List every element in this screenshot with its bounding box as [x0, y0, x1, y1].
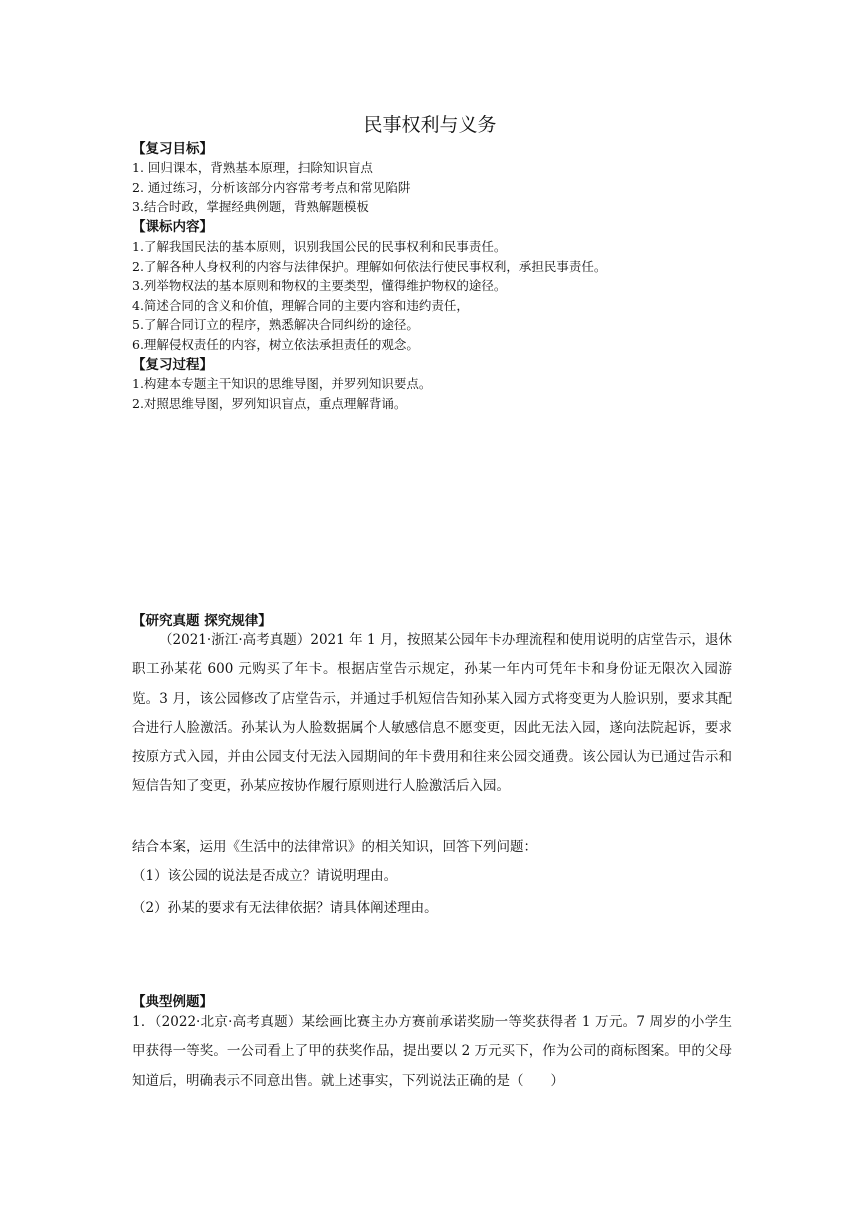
list-item: 1.构建本专题主干知识的思维导图，并罗列知识要点。	[132, 376, 432, 391]
examples-heading: 【典型例题】	[132, 994, 213, 1010]
review-goals-heading: 【复习目标】	[132, 141, 213, 157]
list-item: 5.了解合同订立的程序，熟悉解决合同纠纷的途径。	[132, 317, 419, 333]
case-paragraph: （2021·浙江·高考真题）2021 年 1 月，按照某公园年卡办理流程和使用说明的店堂告示，退休职工孙某花 600 元购买了年卡。根据店堂告示规定，孙某一年内可凭年卡和身份证无限次入园游览。3 月，该公园修改了店堂告示，并通过手机短信告知孙某入园方式将变更为人脸识别，要求其配合进行人脸激活。孙某认为人脸数据属个人敏感信息不愿变更，因此无法入园，遂向法院起诉，要求按原方式入园，并由公园支付无法入园期间的年卡费用和往来公园交通费。该公园认为已通过告示和短信告知了变更，孙某应按协作履行原则进行人脸激活后入园。	[132, 632, 732, 795]
curriculum-heading: 【课标内容】	[132, 219, 213, 235]
page-title: 民事权利与义务	[363, 114, 497, 136]
list-item: 2.了解各种人身权利的内容与法律保护。理解如何依法行使民事权利，承担民事责任。	[132, 258, 607, 274]
curriculum-list	[132, 237, 752, 355]
list-item: 2.对照思维导图，罗列知识盲点，重点理解背诵。	[132, 395, 407, 411]
process-heading: 【复习过程】	[132, 357, 213, 373]
list-item: 3.列举物权法的基本原则和物权的主要类型，懂得维护物权的途径。	[132, 278, 507, 294]
case-instruction: 结合本案，运用《生活中的法律常识》的相关知识，回答下列问题：	[132, 839, 537, 855]
review-goals-list	[132, 158, 752, 217]
list-item: 1. 回归课本，背熟基本原理，扫除知识盲点	[132, 160, 373, 175]
list-item: 1.了解我国民法的基本原则，识别我国公民的民事权利和民事责任。	[132, 239, 507, 254]
list-item: 4.简述合同的含义和价值，理解合同的主要内容和违约责任，	[132, 297, 469, 313]
list-item: 2. 通过练习，分析该部分内容常考考点和常见陷阱	[132, 179, 411, 195]
process-list	[132, 374, 752, 413]
list-item: 6.理解侵权责任的内容，树立依法承担责任的观念。	[132, 336, 419, 352]
list-item: 3.结合时政，掌握经典例题，背熟解题模板	[132, 199, 369, 215]
question-2: （2）孙某的要求有无法律依据？请具体阐述理由。	[132, 900, 438, 916]
example-question-1: 1．（2022·北京·高考真题）某绘画比赛主办方赛前承诺奖励一等奖获得者 1 万元。7 周岁的小学生甲获得一等奖。一公司看上了甲的获奖作品，提出要以 2 万元买下，作为公司的商标图案。甲的父母知道后，明确表示不同意出售。就上述事实，下列说法正确的是（ ）	[132, 1014, 732, 1089]
question-1: （1）该公园的说法是否成立？请说明理由。	[132, 868, 398, 884]
research-heading: 【研究真题 探究规律】	[132, 613, 272, 629]
